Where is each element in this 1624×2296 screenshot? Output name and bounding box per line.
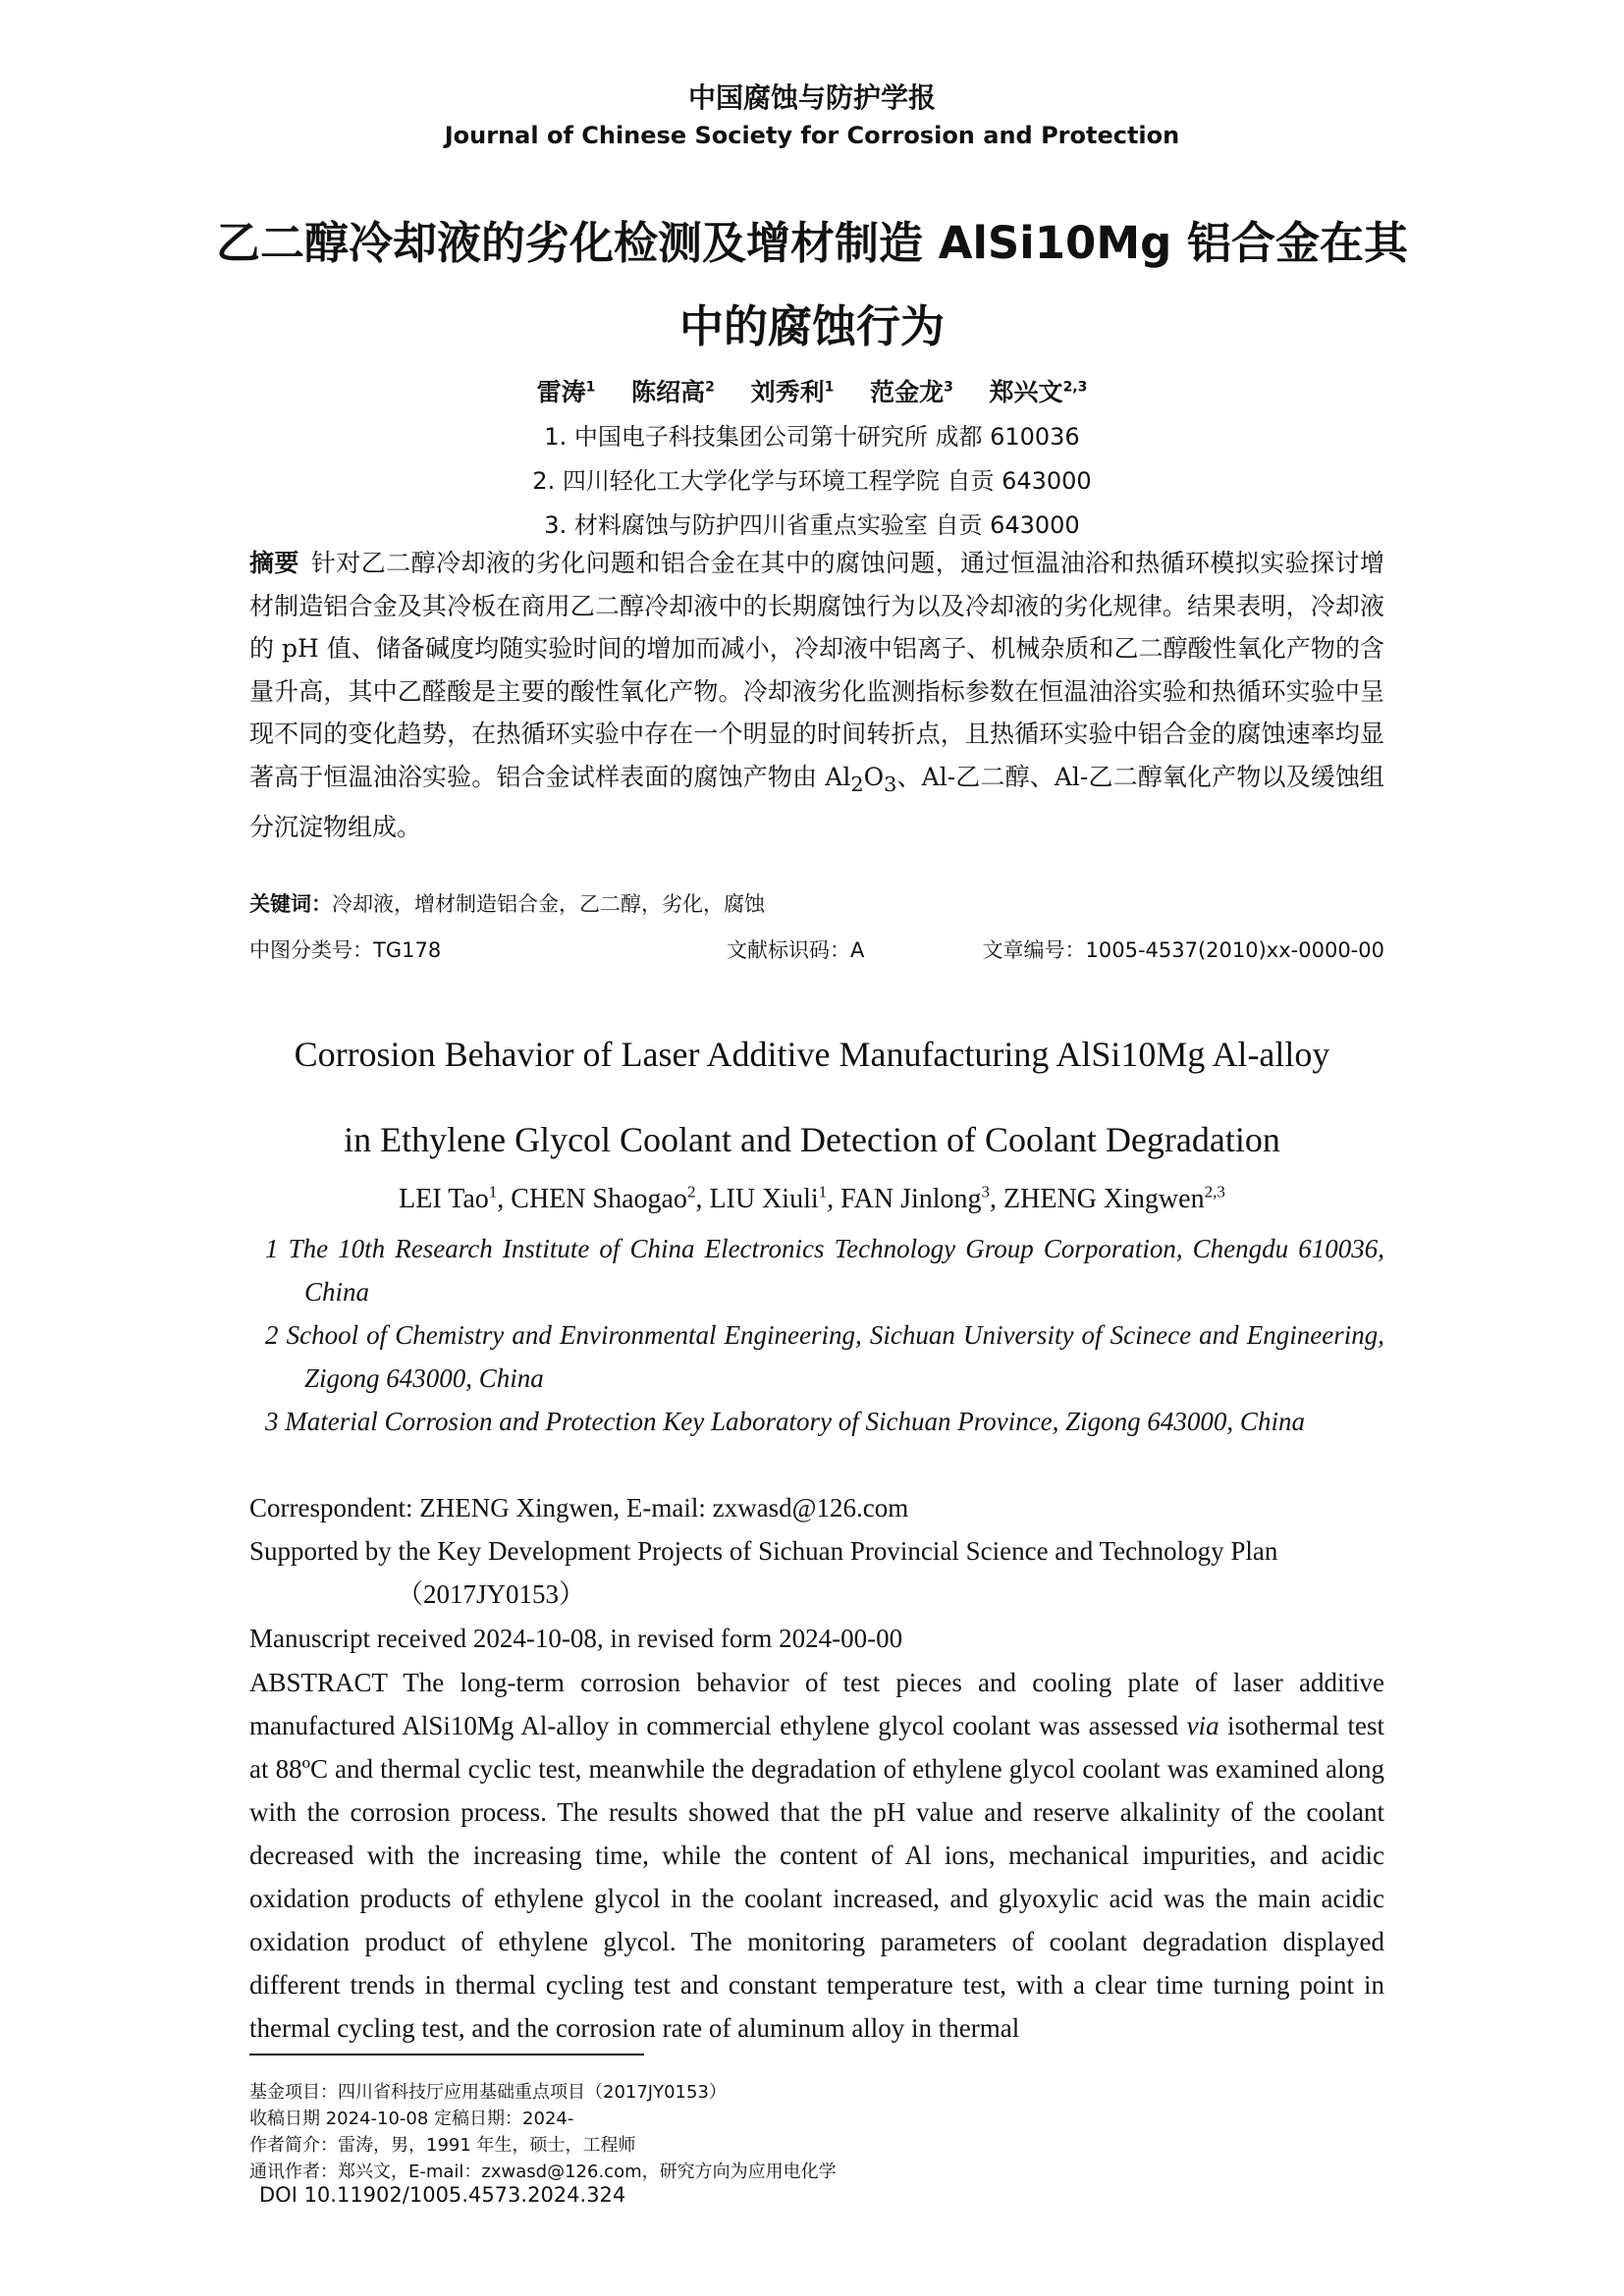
funding-statement <box>249 1529 1384 1616</box>
affiliation-en-3: 3 Material Corrosion and Protection Key Laboratory of Sichuan Province, Zigong 643000, China <box>265 1407 1305 1436</box>
journal-title-cn: 中国腐蚀与防护学报 <box>687 81 936 114</box>
author-en: FAN Jinlong$^3$, <box>840 1183 1004 1215</box>
abstract-cn: 摘要 针对乙二醇冷却液的劣化问题和铝合金在其中的腐蚀问题，通过恒温油浴和热循环模拟实验探讨增材制造铝合金及其冷板在商用乙二醇冷却液中的长期腐蚀行为以及冷却液的劣化规律。结果表明，冷却液的 pH 值、储备碱度均随实验时间的增加而减小，冷却液中铝离子、机械杂质和乙二醇酸性氧化产物的含量升高，其中乙醛酸是主要的酸性氧化产物。冷却液劣化监测指标参数在恒温油浴实验和热循环实验中呈现不同的变化趋势，在热循环实验中存在一个明显的时间转折点，且热循环实验中铝合金的腐蚀速率均显著高于恒温油浴实验。铝合金试样表面的腐蚀产物由 $Al_2O_3$、Al-乙二醇、Al-乙二醇氧化产物以及缓蚀组分沉淀物组成。 <box>249 549 1385 841</box>
footnote-rule <box>249 2054 644 2056</box>
footnote-funding: 基金项目：四川省科技厅应用基础重点项目（2017JY0153） <box>249 2082 727 2103</box>
abstract-en: ABSTRACT The long-term corrosion behavior of test pieces and cooling plate of laser additive manufactured AlSi10Mg Al-alloy in commercial ethylene glycol coolant was assessed via isothermal test at 88ºC and thermal cyclic test, meanwhile the degradation of ethylene glycol coolant was examined along with the corrosion process. The results showed that the pH value and reserve alkalinity of the coolant decreased with the increasing time, while the content of Al ions, mechanical impurities, and acidic oxidation products of ethylene glycol in the coolant increased, and glyoxylic acid was the main acidic oxidation product of ethylene glycol. The monitoring parameters of coolant degradation displayed different trends in thermal cycling test and constant temperature test, with a clear time turning point in thermal cycling test, and the corrosion rate of aluminum alloy in thermal <box>249 1668 1385 2043</box>
author-cn: 范金龙$^3$ <box>870 378 953 406</box>
affiliation-cn-3: 3. 材料腐蚀与防护四川省重点实验室 自贡 643000 <box>544 511 1080 539</box>
keywords-cn-label: 关键词： <box>249 892 332 916</box>
paper-title-en-line-1: Corrosion Behavior of Laser Additive Manufacturing AlSi10Mg Al-alloy <box>294 1035 1330 1074</box>
footnote-corresponding-author: 通讯作者：郑兴文，E-mail：zxwasd@126.com，研究方向为应用电化学 <box>249 2162 837 2182</box>
funding-project-number: （2017JY0153） <box>397 1579 586 1609</box>
author-cn: 陈绍高$^2$ <box>631 378 715 406</box>
author-list-en <box>0 1183 1624 1215</box>
affiliation-en-2: 2 School of Chemistry and Environmental Engineering, Sichuan University of Scinece and Engineering, Zigong 643000, China <box>265 1320 1384 1393</box>
clc-number: 中图分类号：TG178 <box>249 938 442 962</box>
journal-title-en: Journal of Chinese Society for Corrosion and Protection <box>444 122 1180 149</box>
author-list-cn <box>0 373 1624 408</box>
affiliation-cn-2: 2. 四川轻化工大学化学与环境工程学院 自贡 643000 <box>532 467 1092 495</box>
footnote-dates: 收稿日期 2024-10-08 定稿日期：2024- <box>249 2109 574 2129</box>
correspondent: Correspondent: ZHENG Xingwen, E-mail: zxwasd@126.com <box>249 1493 909 1522</box>
author-cn: 刘秀利$^1$ <box>750 378 835 406</box>
author-cn: 雷涛$^1$ <box>536 378 596 406</box>
footnotes <box>249 2079 837 2185</box>
author-en: ZHENG Xingwen$^{2,3}$ <box>1003 1183 1225 1215</box>
paper-title-cn-line-2: 中的腐蚀行为 <box>678 300 945 352</box>
footnote-author-bio: 作者简介：雷涛，男，1991 年生，硕士，工程师 <box>249 2135 636 2156</box>
document-code: 文献标识码：A <box>727 938 865 962</box>
paper-title-cn-line-1: 乙二醇冷却液的劣化检测及增材制造 AlSi10Mg 铝合金在其 <box>215 217 1409 269</box>
abstract-cn-label: 摘要 <box>249 549 299 577</box>
author-en: LEI Tao$^1$, <box>399 1183 512 1215</box>
affiliation-en-1: 1 The 10th Research Institute of China Electronics Technology Group Corporation, Chengdu 610036, China <box>265 1234 1384 1307</box>
paper-title-en-line-2: in Ethylene Glycol Coolant and Detection of Coolant Degradation <box>344 1120 1280 1159</box>
author-en: LIU Xiuli$^1$, <box>709 1183 841 1215</box>
manuscript-dates: Manuscript received 2024-10-08, in revised form 2024-00-00 <box>249 1624 903 1653</box>
article-number: 文章编号：1005-4537(2010)xx-0000-00 <box>982 938 1384 962</box>
affiliation-cn-1: 1. 中国电子科技集团公司第十研究所 成都 610036 <box>544 423 1080 451</box>
author-en: CHEN Shaogao$^2$, <box>511 1183 710 1215</box>
paper-title-cn <box>0 201 1624 368</box>
author-cn: 郑兴文$^{2,3}$ <box>989 378 1088 406</box>
keywords-cn: 关键词：冷却液，增材制造铝合金，乙二醇，劣化，腐蚀 <box>249 892 765 916</box>
funding-text: Supported by the Key Development Projects of Sichuan Provincial Science and Technology Plan <box>249 1536 1278 1566</box>
doi: DOI 10.11902/1005.4573.2024.324 <box>259 2183 626 2207</box>
